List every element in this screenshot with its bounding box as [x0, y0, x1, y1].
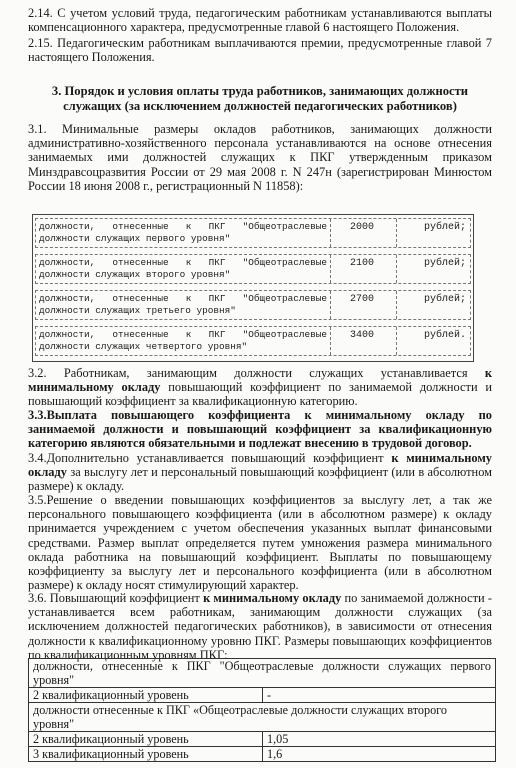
- salary-row: [35, 326, 471, 356]
- paragraph-3-4-text: 3.4.Дополнительно устанавливается повышающий коэффициент: [28, 451, 384, 465]
- table-cell: должности отнесенные к ПКГ «Общеотраслевые должности служащих второго уровня": [29, 703, 496, 732]
- salary-row: [35, 254, 471, 284]
- table-row: [29, 659, 496, 688]
- paragraph-3-5: 3.5.Решение о введении повышающих коэффициентов за выслугу лет, а так же персонального повышающего коэффициента (или в абсолютном размере) к окладу принимается учреждением с учетом обеспечения указанных выплат финансовыми средствами. Размер выплат определяется путем умножения размера минимального оклада работника на повышающий коэффициент. Выплаты по повышающему коэффициенту за выслугу лет и персонального коэффициента (или в абсолютном размере) к окладу носят стимулирующий характер.: [28, 493, 492, 593]
- table-cell: -: [263, 688, 496, 703]
- salary-row-unit: рублей;: [423, 294, 466, 305]
- paragraph-3-4-bold: к минимальному окладу: [28, 451, 492, 480]
- paragraph-3-2-text-end: повышающий коэффициент по занимаемой должности и повышающий коэффициент за квалификационную категорию.: [28, 380, 492, 409]
- paragraph-3-4: [28, 451, 492, 494]
- table-cell: 1,6: [263, 747, 496, 762]
- paragraph-2-14: 2.14. С учетом условий труда, педагогическим работникам устанавливаются выплаты компенсационного характера, предусмотренные главой 6 настоящего Положения.: [28, 6, 492, 35]
- table-row: [29, 703, 496, 732]
- salary-row-position: должности, отнесенные к ПКГ "Общеотраслевые должности служащих первого уровня": [39, 221, 327, 244]
- table-cell: 3 квалификационный уровень: [29, 747, 263, 762]
- salary-table: [32, 214, 474, 362]
- paragraph-3-6-text: 3.6. Повышающий коэффициент: [28, 591, 200, 605]
- paragraph-3-4-text-end: за выслугу лет и персональный повышающий коэффициент (или в абсолютном размере) к окладу.: [28, 465, 492, 494]
- section-3-heading-line2: служащих (за исключением должностей педагогических работников): [63, 99, 457, 113]
- salary-row-amount: 2700: [350, 294, 375, 305]
- salary-row-unit: рублей;: [423, 258, 466, 269]
- salary-row-position: должности, отнесенные к ПКГ "Общеотраслевые должности служащих второго уровня": [39, 257, 327, 280]
- salary-row-position: должности, отнесенные к ПКГ "Общеотраслевые должности служащих третьего уровня": [39, 293, 327, 316]
- table-cell: 1,05: [263, 732, 496, 747]
- paragraph-3-6-bold: к минимальному окладу: [203, 591, 342, 605]
- salary-row: [35, 218, 471, 248]
- salary-row-amount: 3400: [350, 330, 375, 341]
- paragraph-3-6-text-end: по занимаемой должности - устанавливается всем работникам, занимающим должности служащих (за исключением должностей педагогических работников), в зависимости от отнесения должности к квалификационному уровню ПКГ. Размеры повышающих коэффициентов по квалификационным уровням ПКГ:: [28, 591, 492, 662]
- table-cell: 2 квалификационный уровень: [29, 732, 263, 747]
- section-3-heading: [28, 84, 492, 114]
- table-row: [29, 688, 496, 703]
- paragraph-3-1: 3.1. Минимальные размеры окладов работников, занимающих должности административно-хозяйственного персонала устанавливаются на основе отнесения занимаемых ими должностей служащих к ПКГ утвержденным приказом Минздравсоцразвития России от 29 мая 2008 г. N 247н (зарегистрирован Минюстом России 18 июня 2008 г., регистрационный N 11858):: [28, 122, 492, 193]
- table-row: [29, 732, 496, 747]
- paragraph-3-6: [28, 591, 492, 662]
- paragraph-3-3: 3.3.Выплата повышающего коэффициента к минимальному окладу по занимаемой должности и повышающий коэффициент за квалификационную категорию являются обязательными и подлежат внесению в трудовой договор.: [28, 408, 492, 451]
- salary-row-amount: 2100: [350, 258, 375, 269]
- salary-row: [35, 290, 471, 320]
- paragraph-3-2: [28, 366, 492, 409]
- table-cell: 2 квалификационный уровень: [29, 688, 263, 703]
- salary-row-unit: рублей;: [423, 222, 466, 233]
- paragraph-2-15: 2.15. Педагогическим работникам выплачиваются премии, предусмотренные главой 7 настоящего Положения.: [28, 36, 492, 65]
- paragraph-3-2-text: 3.2. Работникам, занимающим должности служащих устанавливается: [28, 366, 468, 380]
- salary-row-amount: 2000: [350, 222, 375, 233]
- paragraph-3-2-bold: к минимальному окладу: [28, 366, 492, 395]
- salary-row-unit: рублей.: [423, 330, 466, 341]
- table-row: [29, 747, 496, 762]
- section-3-heading-line1: 3. Порядок и условия оплаты труда работников, занимающих должности: [51, 84, 469, 98]
- salary-row-position: должности, отнесенные к ПКГ "Общеотраслевые должности служащих четвертого уровня": [39, 329, 327, 352]
- table-cell: должности, отнесенные к ПКГ "Общеотраслевые должности служащих первого уровня": [29, 659, 496, 688]
- coefficient-table: [28, 658, 496, 762]
